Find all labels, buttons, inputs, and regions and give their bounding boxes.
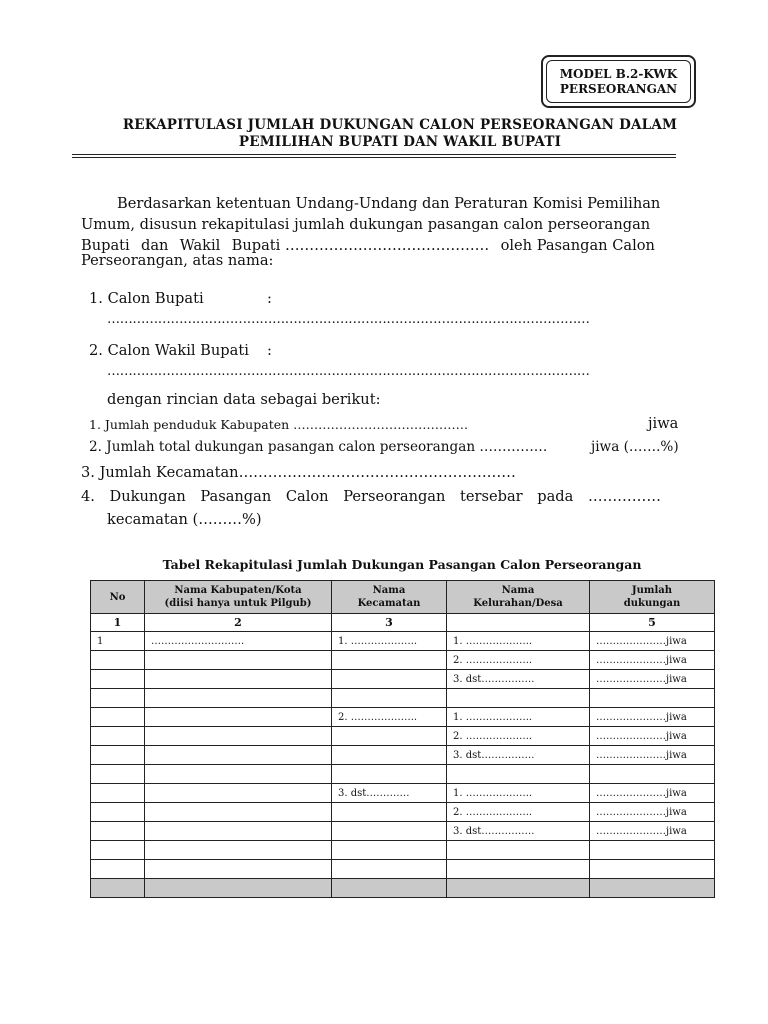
calon-wakil-name-field: …………………………………………………………………………………………………… (107, 364, 590, 379)
table-cell (91, 784, 145, 803)
table-cell (145, 765, 332, 784)
rincian-item-4-cont: kecamatan (………%) (107, 511, 262, 528)
rincian-item-2-unit: jiwa (…….%) (591, 439, 679, 455)
table-cell (91, 670, 145, 689)
table-cell (590, 860, 715, 879)
table-cell (447, 841, 590, 860)
table-row (91, 651, 715, 670)
table-cell: 2. ……………….. (447, 803, 590, 822)
rincian-item-1-unit: jiwa (648, 415, 679, 432)
table-cell (91, 708, 145, 727)
model-type: PERSEORANGAN (559, 81, 678, 96)
rincian-word: 4. (81, 488, 95, 505)
title-rule-bottom (72, 157, 676, 158)
table-cell: …………………jiwa (590, 803, 715, 822)
intro-line-1: Berdasarkan ketentuan Undang-Undang dan Peraturan Komisi Pemilihan (117, 195, 661, 212)
intro-line-2: Umum, disusun rekapitulasi jumlah dukungan pasangan calon perseorangan (81, 216, 651, 233)
table-cell: 3. dst……………. (447, 822, 590, 841)
rincian-word: …………… (587, 488, 661, 505)
rincian-item-3: 3. Jumlah Kecamatan………………………………………………… (81, 464, 516, 481)
rincian-item-2: 2. Jumlah total dukungan pasangan calon perseorangan …………… (89, 439, 548, 455)
table-row (91, 632, 715, 651)
table-cell (91, 803, 145, 822)
header-kelurahan: Nama Kelurahan/Desa (447, 581, 590, 614)
rincian-item-1: 1. Jumlah penduduk Kabupaten …………………………………… (89, 417, 469, 432)
table-cell (332, 803, 447, 822)
table-cell: …………………jiwa (590, 632, 715, 651)
table-cell: 2. ……………….. (332, 708, 447, 727)
table-row (91, 822, 715, 841)
table-cell (91, 822, 145, 841)
table-cell (145, 746, 332, 765)
table-cell (91, 879, 145, 898)
table-cell: ………………………. (145, 632, 332, 651)
intro-word: Bupati (81, 237, 130, 254)
table-cell: …………………jiwa (590, 746, 715, 765)
table-cell: 1. ……………….. (447, 784, 590, 803)
table-cell: …………………jiwa (590, 651, 715, 670)
table-cell (590, 841, 715, 860)
table-cell (91, 765, 145, 784)
table-cell (91, 860, 145, 879)
title-rule-top (72, 154, 676, 155)
table-cell (447, 689, 590, 708)
table-total-row (91, 879, 715, 898)
table-cell: …………………jiwa (590, 727, 715, 746)
rincian-word: tersebar (460, 488, 523, 505)
table-cell (145, 860, 332, 879)
table-row (91, 765, 715, 784)
table-cell (447, 879, 590, 898)
table-caption: Tabel Rekapitulasi Jumlah Dukungan Pasangan Calon Perseorangan (162, 557, 642, 572)
table-cell (447, 765, 590, 784)
table-cell (590, 689, 715, 708)
table-cell: 3. dst……………. (447, 746, 590, 765)
calon-wakil-colon: : (267, 342, 272, 359)
table-cell (145, 670, 332, 689)
table-cell (91, 689, 145, 708)
model-label-box (541, 55, 696, 108)
rekap-table (90, 580, 715, 898)
rincian-word: Perseorangan (343, 488, 446, 505)
table-cell (145, 708, 332, 727)
rincian-word: Dukungan (109, 488, 186, 505)
calon-bupati-name-field: …………………………………………………………………………………………………… (107, 312, 590, 327)
table-row (91, 670, 715, 689)
table-cell (332, 860, 447, 879)
table-colnum-row (91, 614, 715, 632)
table-cell (145, 841, 332, 860)
table-row (91, 708, 715, 727)
calon-bupati-label: 1. Calon Bupati (89, 290, 204, 307)
table-row (91, 860, 715, 879)
table-cell (447, 860, 590, 879)
intro-word: Bupati …………………………………… (231, 237, 490, 254)
rincian-item-4 (81, 488, 661, 505)
table-cell: 3. dst……………. (447, 670, 590, 689)
rincian-word: Calon (285, 488, 329, 505)
table-cell: 2. ……………….. (447, 651, 590, 670)
intro-word: Wakil (179, 237, 221, 254)
table-cell (91, 651, 145, 670)
document-title-line2: PEMILIHAN BUPATI DAN WAKIL BUPATI (238, 134, 562, 150)
table-row (91, 689, 715, 708)
calon-bupati-colon: : (267, 290, 272, 307)
table-cell: …………………jiwa (590, 822, 715, 841)
calon-wakil-label: 2. Calon Wakil Bupati (89, 342, 249, 359)
table-cell: 1. ……………….. (447, 708, 590, 727)
table-cell (332, 841, 447, 860)
table-cell (91, 746, 145, 765)
colnum-cell: 3 (332, 614, 447, 632)
header-jumlah: Jumlah dukungan (590, 581, 715, 614)
header-no: No (91, 581, 145, 614)
intro-word: dan (140, 237, 169, 254)
table-cell (332, 879, 447, 898)
table-cell (145, 689, 332, 708)
table-cell (332, 765, 447, 784)
table-cell: 3. dst…………. (332, 784, 447, 803)
table-cell (145, 784, 332, 803)
table-cell: 1. ……………….. (447, 632, 590, 651)
model-code: MODEL B.2-KWK (559, 66, 678, 81)
header-kecamatan: Nama Kecamatan (332, 581, 447, 614)
intro-line-4: Perseorangan, atas nama: (81, 252, 274, 269)
table-row (91, 727, 715, 746)
table-cell: 1 (91, 632, 145, 651)
table-header-row (91, 581, 715, 614)
table-row (91, 746, 715, 765)
table-cell: 2. ……………….. (447, 727, 590, 746)
colnum-cell: 2 (145, 614, 332, 632)
table-cell (145, 879, 332, 898)
header-kabupaten: Nama Kabupaten/Kota (diisi hanya untuk Pilgub) (145, 581, 332, 614)
rincian-word: pada (537, 488, 574, 505)
table-cell (145, 822, 332, 841)
document-title-line1: REKAPITULASI JUMLAH DUKUNGAN CALON PERSEORANGAN DALAM (122, 117, 678, 133)
table-cell: …………………jiwa (590, 708, 715, 727)
rincian-intro: dengan rincian data sebagai berikut: (107, 391, 381, 408)
intro-word: oleh Pasangan Calon (500, 237, 655, 254)
colnum-cell: 5 (590, 614, 715, 632)
table-cell (145, 727, 332, 746)
table-cell (91, 841, 145, 860)
table-row (91, 841, 715, 860)
colnum-cell: 1 (91, 614, 145, 632)
table-row (91, 784, 715, 803)
table-cell (332, 670, 447, 689)
table-cell (590, 765, 715, 784)
table-cell (91, 727, 145, 746)
table-cell (332, 651, 447, 670)
table-cell: …………………jiwa (590, 670, 715, 689)
table-cell (332, 822, 447, 841)
table-cell (332, 689, 447, 708)
table-row (91, 803, 715, 822)
table-cell (145, 803, 332, 822)
colnum-cell (447, 614, 590, 632)
table-cell: …………………jiwa (590, 784, 715, 803)
table-cell (145, 651, 332, 670)
table-cell (332, 727, 447, 746)
table-cell (332, 746, 447, 765)
rincian-word: Pasangan (200, 488, 272, 505)
table-cell (590, 879, 715, 898)
table-cell: 1. ……………….. (332, 632, 447, 651)
